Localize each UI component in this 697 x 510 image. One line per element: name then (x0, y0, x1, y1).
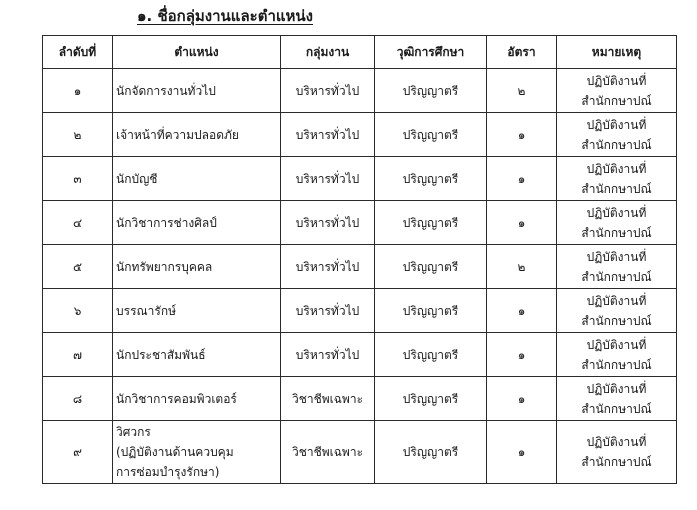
cell-education: ปริญญาตรี (375, 421, 487, 484)
cell-education: ปริญญาตรี (375, 113, 487, 157)
header-education: วุฒิการศึกษา (375, 36, 487, 69)
cell-note (557, 289, 677, 333)
cell-education: ปริญญาตรี (375, 333, 487, 377)
cell-rate: ๑ (487, 333, 557, 377)
cell-note (557, 377, 677, 421)
table-row (43, 289, 677, 333)
cell-education: ปริญญาตรี (375, 245, 487, 289)
position-line: นักวิชาการช่างศิลป์ (116, 215, 217, 230)
cell-rate: ๑ (487, 157, 557, 201)
note-line: สำนักกษาปณ์ (581, 225, 652, 240)
note-line: สำนักกษาปณ์ (581, 181, 652, 196)
note-line: ปฏิบัติงานที่ (586, 73, 647, 88)
cell-education: ปริญญาตรี (375, 201, 487, 245)
cell-position (113, 377, 281, 421)
table-row (43, 377, 677, 421)
note-line: ปฏิบัติงานที่ (586, 435, 647, 449)
cell-note (557, 69, 677, 113)
cell-note (557, 245, 677, 289)
position-line: วิศวกร (116, 425, 151, 439)
header-no: ลำดับที่ (43, 36, 113, 69)
cell-group: วิชาชีพเฉพาะ (281, 421, 375, 484)
cell-no: ๖ (43, 289, 113, 333)
cell-note (557, 157, 677, 201)
position-line: นักประชาสัมพันธ์ (116, 347, 206, 362)
position-line: (ปฏิบัติงานด้านควบคุม (116, 445, 234, 459)
position-line: นักทรัพยากรบุคคล (116, 259, 213, 274)
cell-no: ๑ (43, 69, 113, 113)
section-title: ๑. ชื่อกลุ่มงานและตำแหน่ง (137, 7, 314, 25)
positions-table (42, 35, 677, 484)
cell-position (113, 201, 281, 245)
cell-education: ปริญญาตรี (375, 69, 487, 113)
position-line: นักบัญชี (116, 171, 158, 186)
table-row (43, 201, 677, 245)
header-rate: อัตรา (487, 36, 557, 69)
cell-position (113, 245, 281, 289)
cell-group: บริหารทั่วไป (281, 333, 375, 377)
note-line: ปฏิบัติงานที่ (586, 161, 647, 176)
cell-position (113, 333, 281, 377)
cell-no: ๒ (43, 113, 113, 157)
position-line: การซ่อมบำรุงรักษา) (116, 465, 220, 479)
cell-rate: ๒ (487, 245, 557, 289)
note-line: สำนักกษาปณ์ (581, 313, 652, 328)
cell-education: ปริญญาตรี (375, 157, 487, 201)
cell-no: ๓ (43, 157, 113, 201)
table-row (43, 113, 677, 157)
cell-group: บริหารทั่วไป (281, 113, 375, 157)
cell-position (113, 157, 281, 201)
cell-position (113, 69, 281, 113)
cell-group: บริหารทั่วไป (281, 69, 375, 113)
cell-education: ปริญญาตรี (375, 289, 487, 333)
cell-rate: ๑ (487, 421, 557, 484)
note-line: สำนักกษาปณ์ (581, 137, 652, 152)
note-line: ปฏิบัติงานที่ (586, 249, 647, 264)
cell-group: บริหารทั่วไป (281, 245, 375, 289)
header-note: หมายเหตุ (557, 36, 677, 69)
cell-note (557, 333, 677, 377)
position-line: บรรณารักษ์ (116, 303, 176, 318)
cell-group: บริหารทั่วไป (281, 201, 375, 245)
cell-note (557, 421, 677, 484)
table-row (43, 69, 677, 113)
cell-rate: ๑ (487, 201, 557, 245)
note-line: ปฏิบัติงานที่ (586, 205, 647, 220)
table-header-row (43, 36, 677, 69)
note-line: สำนักกษาปณ์ (581, 357, 652, 372)
cell-no: ๔ (43, 201, 113, 245)
cell-note (557, 113, 677, 157)
cell-education: ปริญญาตรี (375, 377, 487, 421)
table-row (43, 245, 677, 289)
header-position: ตำแหน่ง (113, 36, 281, 69)
table-row (43, 421, 677, 484)
note-line: ปฏิบัติงานที่ (586, 293, 647, 308)
cell-rate: ๒ (487, 69, 557, 113)
position-line: นักจัดการงานทั่วไป (116, 83, 216, 98)
note-line: ปฏิบัติงานที่ (586, 117, 647, 132)
cell-note (557, 201, 677, 245)
note-line: ปฏิบัติงานที่ (586, 381, 647, 396)
cell-rate: ๑ (487, 289, 557, 333)
table-row (43, 333, 677, 377)
cell-group: วิชาชีพเฉพาะ (281, 377, 375, 421)
cell-no: ๗ (43, 333, 113, 377)
cell-no: ๘ (43, 377, 113, 421)
cell-rate: ๑ (487, 377, 557, 421)
cell-group: บริหารทั่วไป (281, 157, 375, 201)
note-line: ปฏิบัติงานที่ (586, 337, 647, 352)
cell-no: ๕ (43, 245, 113, 289)
table-row (43, 157, 677, 201)
cell-no: ๙ (43, 421, 113, 484)
cell-position (113, 289, 281, 333)
cell-group: บริหารทั่วไป (281, 289, 375, 333)
position-line: เจ้าหน้าที่ความปลอดภัย (116, 127, 239, 142)
note-line: สำนักกษาปณ์ (581, 93, 652, 108)
note-line: สำนักกษาปณ์ (581, 269, 652, 284)
cell-rate: ๑ (487, 113, 557, 157)
cell-position (113, 421, 281, 484)
note-line: สำนักกษาปณ์ (581, 401, 652, 416)
position-line: นักวิชาการคอมพิวเตอร์ (116, 391, 237, 406)
note-line: สำนักกษาปณ์ (581, 455, 652, 469)
header-group: กลุ่มงาน (281, 36, 375, 69)
cell-position (113, 113, 281, 157)
